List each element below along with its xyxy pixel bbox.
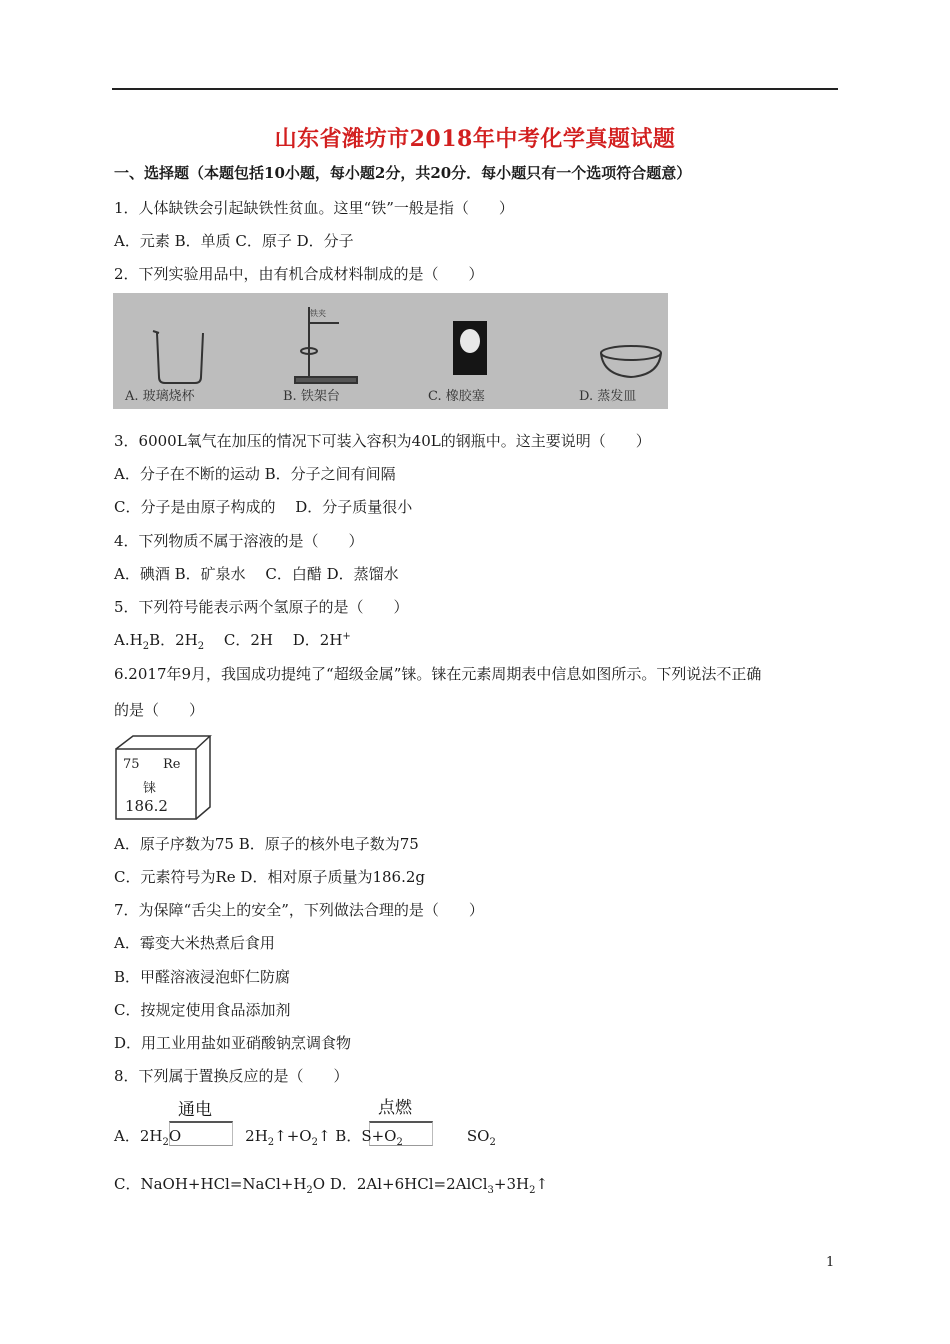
condition-ignite: 点燃 bbox=[378, 1098, 412, 1118]
section-heading: 一、选择题（本题包括10小题，每小题2分，共20分．每小题只有一个选项符合题意） bbox=[114, 164, 692, 182]
q6-options-1: A．原子序数为75 B．原子的核外电子数为75 bbox=[114, 835, 419, 853]
q2-stem: 2．下列实验用品中，由有机合成材料制成的是（ ） bbox=[114, 265, 484, 283]
q4-stem: 4．下列物质不属于溶液的是（ ） bbox=[114, 532, 364, 550]
beaker-icon bbox=[153, 331, 203, 383]
apparatus-photo bbox=[113, 293, 668, 409]
q5-stem: 5．下列符号能表示两个氢原子的是（ ） bbox=[114, 598, 409, 616]
iron-stand-icon bbox=[295, 307, 357, 383]
page-number: 1 bbox=[826, 1255, 835, 1270]
q5-options: $A.H_2B$．$2H_2$ C．2H D．2H+ bbox=[114, 631, 351, 652]
caption-b: B. 铁架台 bbox=[283, 389, 340, 404]
q3-options-1: A．分子在不断的运动 B．分子之间有间隔 bbox=[114, 465, 396, 483]
q7-option-d: D．用工业用盐如亚硝酸钠烹调食物 bbox=[114, 1034, 352, 1052]
q6-options-2: C．元素符号为Re D．相对原子质量为186.2g bbox=[114, 868, 425, 886]
evaporating-dish-icon bbox=[601, 346, 661, 377]
q1-stem: 1．人体缺铁会引起缺铁性贫血。这里“铁”一般是指（ ） bbox=[114, 199, 514, 217]
rubber-stopper-icon bbox=[453, 321, 487, 375]
element-symbol: Re bbox=[163, 757, 181, 772]
element-name: 铼 bbox=[143, 781, 157, 796]
caption-c: C. 橡胶塞 bbox=[428, 389, 485, 404]
clamp-label: 铁夹 bbox=[310, 309, 326, 318]
q1-options: A．元素 B．单质 C．原子 D．分子 bbox=[114, 232, 354, 250]
caption-d: D. 蒸发皿 bbox=[579, 389, 637, 404]
q6-stem-2: 的是（ ） bbox=[114, 701, 205, 719]
q8-options-cd: C．$NaOH+HCl=NaCl+H_2O$ D．$2Al+6HCl=2AlCl_3+3H_2↑$ bbox=[114, 1175, 549, 1196]
q4-options: A．碘酒 B．矿泉水 C．白醋 D．蒸馏水 bbox=[114, 565, 399, 583]
q8-stem: 8．下列属于置换反应的是（ ） bbox=[114, 1067, 349, 1085]
q7-option-a: A．霉变大米热煮后食用 bbox=[114, 934, 275, 952]
condition-electrolysis: 通电 bbox=[178, 1100, 212, 1120]
header-rule bbox=[112, 88, 838, 90]
q7-stem: 7．为保障“舌尖上的安全”，下列做法合理的是（ ） bbox=[114, 901, 484, 919]
q7-option-b: B．甲醛溶液浸泡虾仁防腐 bbox=[114, 968, 291, 986]
element-tile bbox=[113, 733, 213, 823]
caption-a: A. 玻璃烧杯 bbox=[125, 389, 195, 404]
q7-option-c: C．按规定使用食品添加剂 bbox=[114, 1001, 291, 1019]
element-mass: 186.2 bbox=[125, 797, 168, 815]
page-title: 山东省潍坊市2018年中考化学真题试题 bbox=[274, 126, 676, 152]
q3-stem: 3．6000L氧气在加压的情况下可装入容积为40L的钢瓶中。这主要说明（ ） bbox=[114, 432, 651, 450]
q6-stem-1: 6.2017年9月，我国成功提纯了“超级金属”铼。铼在元素周期表中信息如图所示。下列说法不正确 bbox=[114, 665, 762, 683]
q8-options-ab: A．$2H_2O$ $2H_2↑+O_2↑$ B．$S+O_2$ $SO_2$ bbox=[114, 1127, 496, 1148]
element-number: 75 bbox=[123, 757, 140, 772]
q3-options-2: C．分子是由原子构成的 D．分子质量很小 bbox=[114, 498, 413, 516]
